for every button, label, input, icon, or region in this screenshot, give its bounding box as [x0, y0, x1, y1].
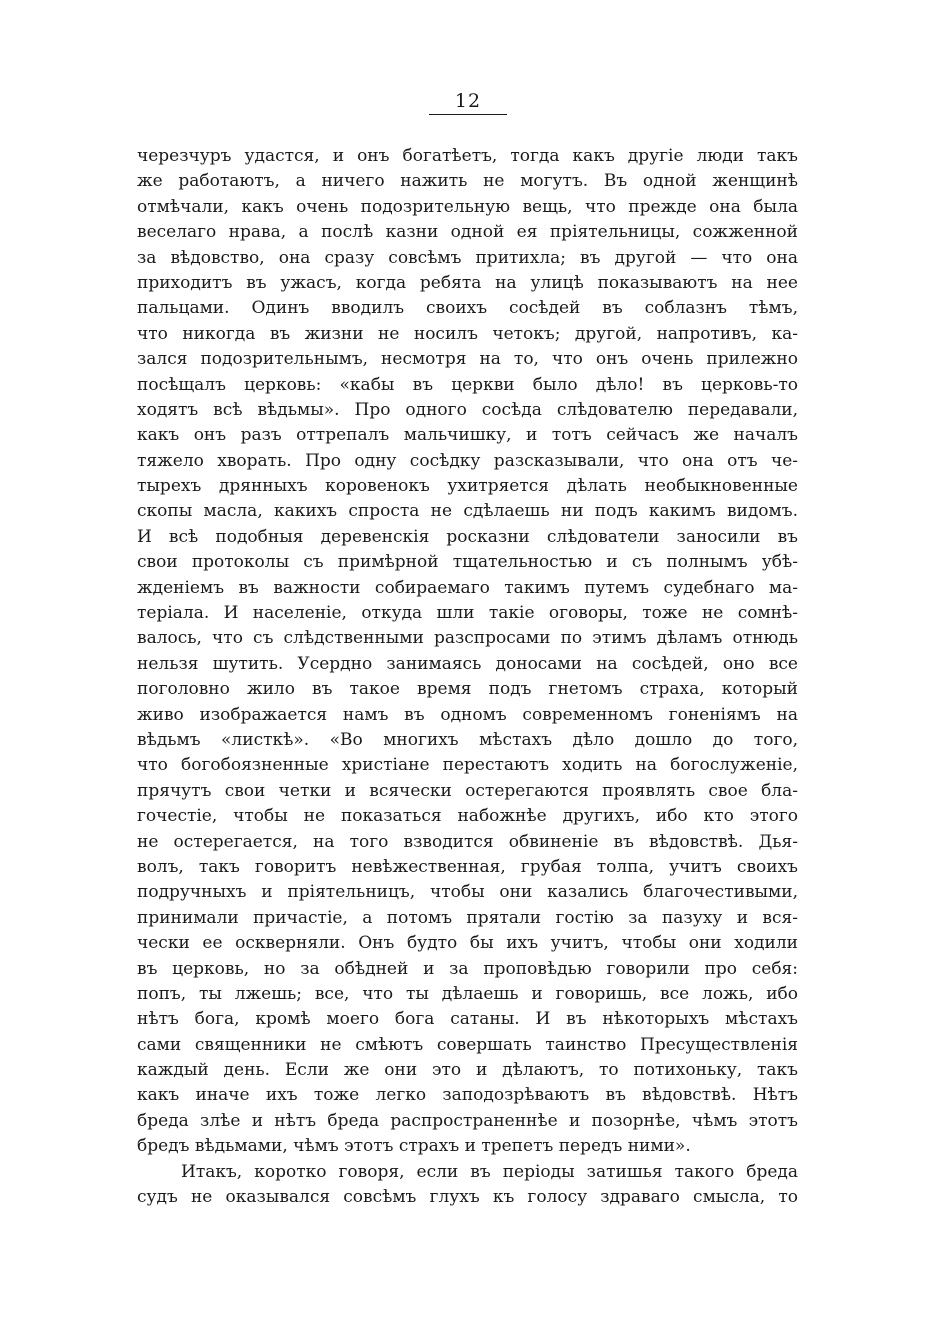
text-line: веселаго нрава, а послѣ казни одной ея пріятельницы, сожженной	[137, 222, 798, 243]
text-line: прячутъ свои четки и всячески остерегаются проявлять свое бла-	[137, 780, 798, 801]
text-line: не остерегается, на того взводится обвиненіе въ вѣдовствѣ. Дья-	[137, 831, 798, 852]
page-header	[0, 90, 936, 115]
text-line: нельзя шутить. Усердно занимаясь доносами на сосѣдей, оно все	[137, 653, 798, 674]
body-text	[137, 144, 798, 1210]
text-line: черезчуръ удастся, и онъ богатѣетъ, тогда какъ другіе люди такъ	[137, 146, 798, 166]
text-line: валось, что съ слѣдственными разспросами по этимъ дѣламъ отнюдь	[137, 628, 798, 649]
text-line: бреда злѣе и нѣтъ бреда распространеннѣе и позорнѣе, чѣмъ этотъ	[137, 1110, 798, 1131]
text-line: принимали причастіе, а потомъ прятали гостію за пазуху и вся-	[137, 907, 798, 928]
text-line: ходятъ всѣ вѣдьмы». Про одного сосѣда слѣдователю передавали,	[137, 399, 798, 420]
text-line: посѣщалъ церковь: «кабы въ церкви было дѣло! въ церковь-то	[137, 374, 798, 395]
text-line: что богобоязненные христіане перестаютъ ходить на богослуженіе,	[137, 755, 798, 776]
text-line: въ церковь, но за обѣдней и за проповѣдью говорили про себя:	[137, 958, 798, 979]
text-line: бредъ вѣдьмами, чѣмъ этотъ страхъ и трепетъ передъ ними».	[137, 1136, 691, 1157]
text-line: подручныхъ и пріятельницъ, чтобы они казались благочестивыми,	[137, 882, 798, 903]
text-line: тырехъ дрянныхъ коровенокъ ухитряется дѣлать необыкновенные	[137, 476, 798, 497]
text-line: каждый день. Если же они это и дѣлаютъ, то потихоньку, такъ	[137, 1060, 798, 1081]
text-line: же работаютъ, а ничего нажить не могутъ. Въ одной женщинѣ	[137, 171, 798, 192]
text-line: гочестіе, чтобы не показаться набожнѣе другихъ, ибо кто этого	[137, 806, 798, 827]
text-line: судъ не оказывался совсѣмъ глухъ къ голосу здраваго смысла, то	[137, 1187, 798, 1208]
text-line: отмѣчали, какъ очень подозрительную вещь, что прежде она была	[137, 196, 798, 217]
text-line: свои протоколы съ примѣрной тщательностью и съ полнымъ убѣ-	[137, 552, 798, 573]
text-line: какъ иначе ихъ тоже легко заподозрѣваютъ въ вѣдовствѣ. Нѣтъ	[137, 1085, 798, 1106]
text-line: какъ онъ разъ оттрепалъ мальчишку, и тотъ сейчасъ же началъ	[137, 425, 798, 446]
text-line: поголовно жило въ такое время подъ гнетомъ страха, который	[137, 679, 798, 700]
text-line: жденіемъ въ важности собираемаго такимъ путемъ судебнаго ма-	[137, 577, 798, 598]
text-line: И всѣ подобныя деревенскія росказни слѣдователи заносили въ	[137, 526, 798, 547]
text-line: теріала. И населеніе, откуда шли такіе оговоры, тоже не сомнѣ-	[137, 603, 798, 624]
text-line: волъ, такъ говоритъ невѣжественная, грубая толпа, учитъ своихъ	[137, 856, 798, 877]
text-line: чески ее оскверняли. Онъ будто бы ихъ учитъ, чтобы они ходили	[137, 933, 798, 954]
text-line: сами священники не смѣютъ совершать таинство Пресуществленія	[137, 1034, 798, 1055]
paragraph	[137, 1160, 798, 1211]
page-number: 12	[429, 90, 507, 115]
text-line: попъ, ты лжешь; все, что ты дѣлаешь и говоришь, все ложь, ибо	[137, 983, 798, 1004]
text-line: живо изображается намъ въ одномъ современномъ гоненіямъ на	[137, 704, 798, 725]
text-line: пальцами. Одинъ вводилъ своихъ сосѣдей въ соблазнъ тѣмъ,	[137, 298, 798, 319]
text-line: зался подозрительнымъ, несмотря на то, что онъ очень прилежно	[137, 349, 798, 370]
text-line: что никогда въ жизни не носилъ четокъ; другой, напротивъ, ка-	[137, 323, 798, 344]
text-line: тяжело хворать. Про одну сосѣдку разсказывали, что она отъ че-	[137, 450, 798, 471]
text-line: нѣтъ бога, кромѣ моего бога сатаны. И въ нѣкоторыхъ мѣстахъ	[137, 1009, 798, 1030]
text-line: за вѣдовство, она сразу совсѣмъ притихла; въ другой — что она	[137, 247, 798, 268]
text-line: скопы масла, какихъ спроста не сдѣлаешь ни подъ какимъ видомъ.	[137, 501, 798, 522]
text-line: приходитъ въ ужасъ, когда ребята на улицѣ показываютъ на нее	[137, 272, 798, 293]
text-line: Итакъ, коротко говоря, если въ періоды затишья такого бреда	[181, 1161, 798, 1182]
paragraph	[137, 144, 798, 1160]
text-line: вѣдьмъ «листкѣ». «Во многихъ мѣстахъ дѣло дошло до того,	[137, 729, 798, 750]
